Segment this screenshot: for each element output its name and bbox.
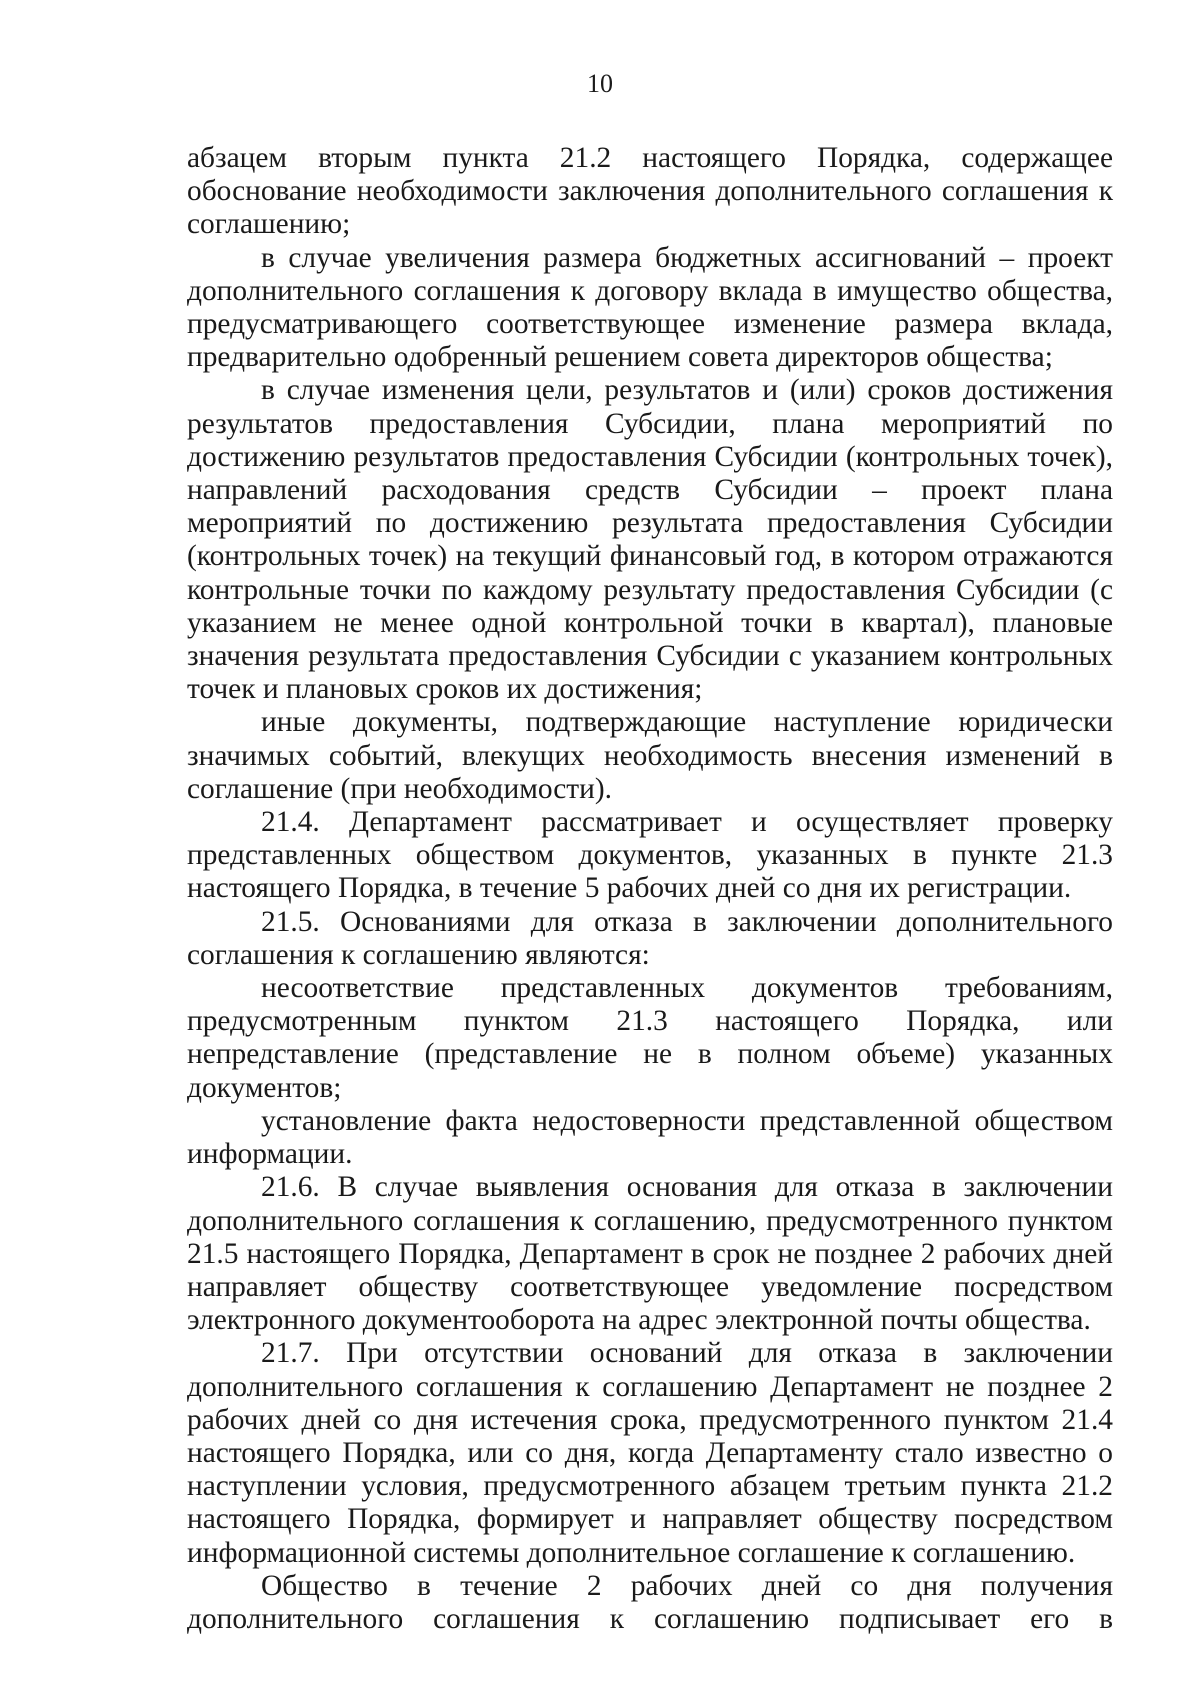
paragraph-budget-increase: в случае увеличения размера бюджетных ассигнований – проект дополнительного соглашения к договору вклада в имущество общества, предусматривающего соответствующее изменение размера вклада, предварительно одобренный решением совета директоров общества; xyxy=(187,241,1113,374)
paragraph-unreliable-info: установление факта недостоверности представленной обществом информации. xyxy=(187,1104,1113,1171)
paragraph-21-6: 21.6. В случае выявления основания для отказа в заключении дополнительного соглашения к соглашению, предусмотренного пунктом 21.5 настоящего Порядка, Департамент в срок не позднее 2 рабочих дней направляет обществу соответствующее уведомление посредством электронного документооборота на адрес электронной почты общества. xyxy=(187,1171,1113,1337)
paragraph-goal-change: в случае изменения цели, результатов и (или) сроков достижения результатов предоставления Субсидии, плана мероприятий по достижению результатов предоставления Субсидии (контрольных точек), направлений расходования средств Субсидии – проект плана мероприятий по достижению результата предоставления Субсидии (контрольных точек) на текущий финансовый год, в котором отражаются контрольные точки по каждому результату предоставления Субсидии (с указанием не менее одной контрольной точки в квартал), плановые значения результата предоставления Субсидии с указанием контрольных точек и плановых сроков их достижения; xyxy=(187,374,1113,706)
paragraph-21-4: 21.4. Департамент рассматривает и осуществляет проверку представленных обществом документов, указанных в пункте 21.3 настоящего Порядка, в течение 5 рабочих дней со дня их регистрации. xyxy=(187,806,1113,905)
document-body xyxy=(187,142,1113,1636)
page-number: 10 xyxy=(587,69,613,98)
paragraph-society-signs: Общество в течение 2 рабочих дней со дня получения дополнительного соглашения к соглашению подписывает его в xyxy=(187,1569,1113,1635)
paragraph-other-documents: иные документы, подтверждающие наступление юридически значимых событий, влекущих необходимость внесения изменений в соглашение (при необходимости). xyxy=(187,706,1113,805)
paragraph-continuation: абзацем вторым пункта 21.2 настоящего Порядка, содержащее обоснование необходимости заключения дополнительного соглашения к соглашению; xyxy=(187,142,1113,241)
paragraph-21-5: 21.5. Основаниями для отказа в заключении дополнительного соглашения к соглашению являются: xyxy=(187,905,1113,971)
paragraph-nonconformity: несоответствие представленных документов требованиям, предусмотренным пунктом 21.3 настоящего Порядка, или непредставление (представление не в полном объеме) указанных документов; xyxy=(187,972,1113,1104)
paragraph-21-7: 21.7. При отсутствии оснований для отказа в заключении дополнительного соглашения к соглашению Департамент не позднее 2 рабочих дней со дня истечения срока, предусмотренного пунктом 21.4 настоящего Порядка, или со дня, когда Департаменту стало известно о наступлении условия, предусмотренного абзацем третьим пункта 21.2 настоящего Порядка, формирует и направляет обществу посредством информационной системы дополнительное соглашение к соглашению. xyxy=(187,1337,1113,1569)
